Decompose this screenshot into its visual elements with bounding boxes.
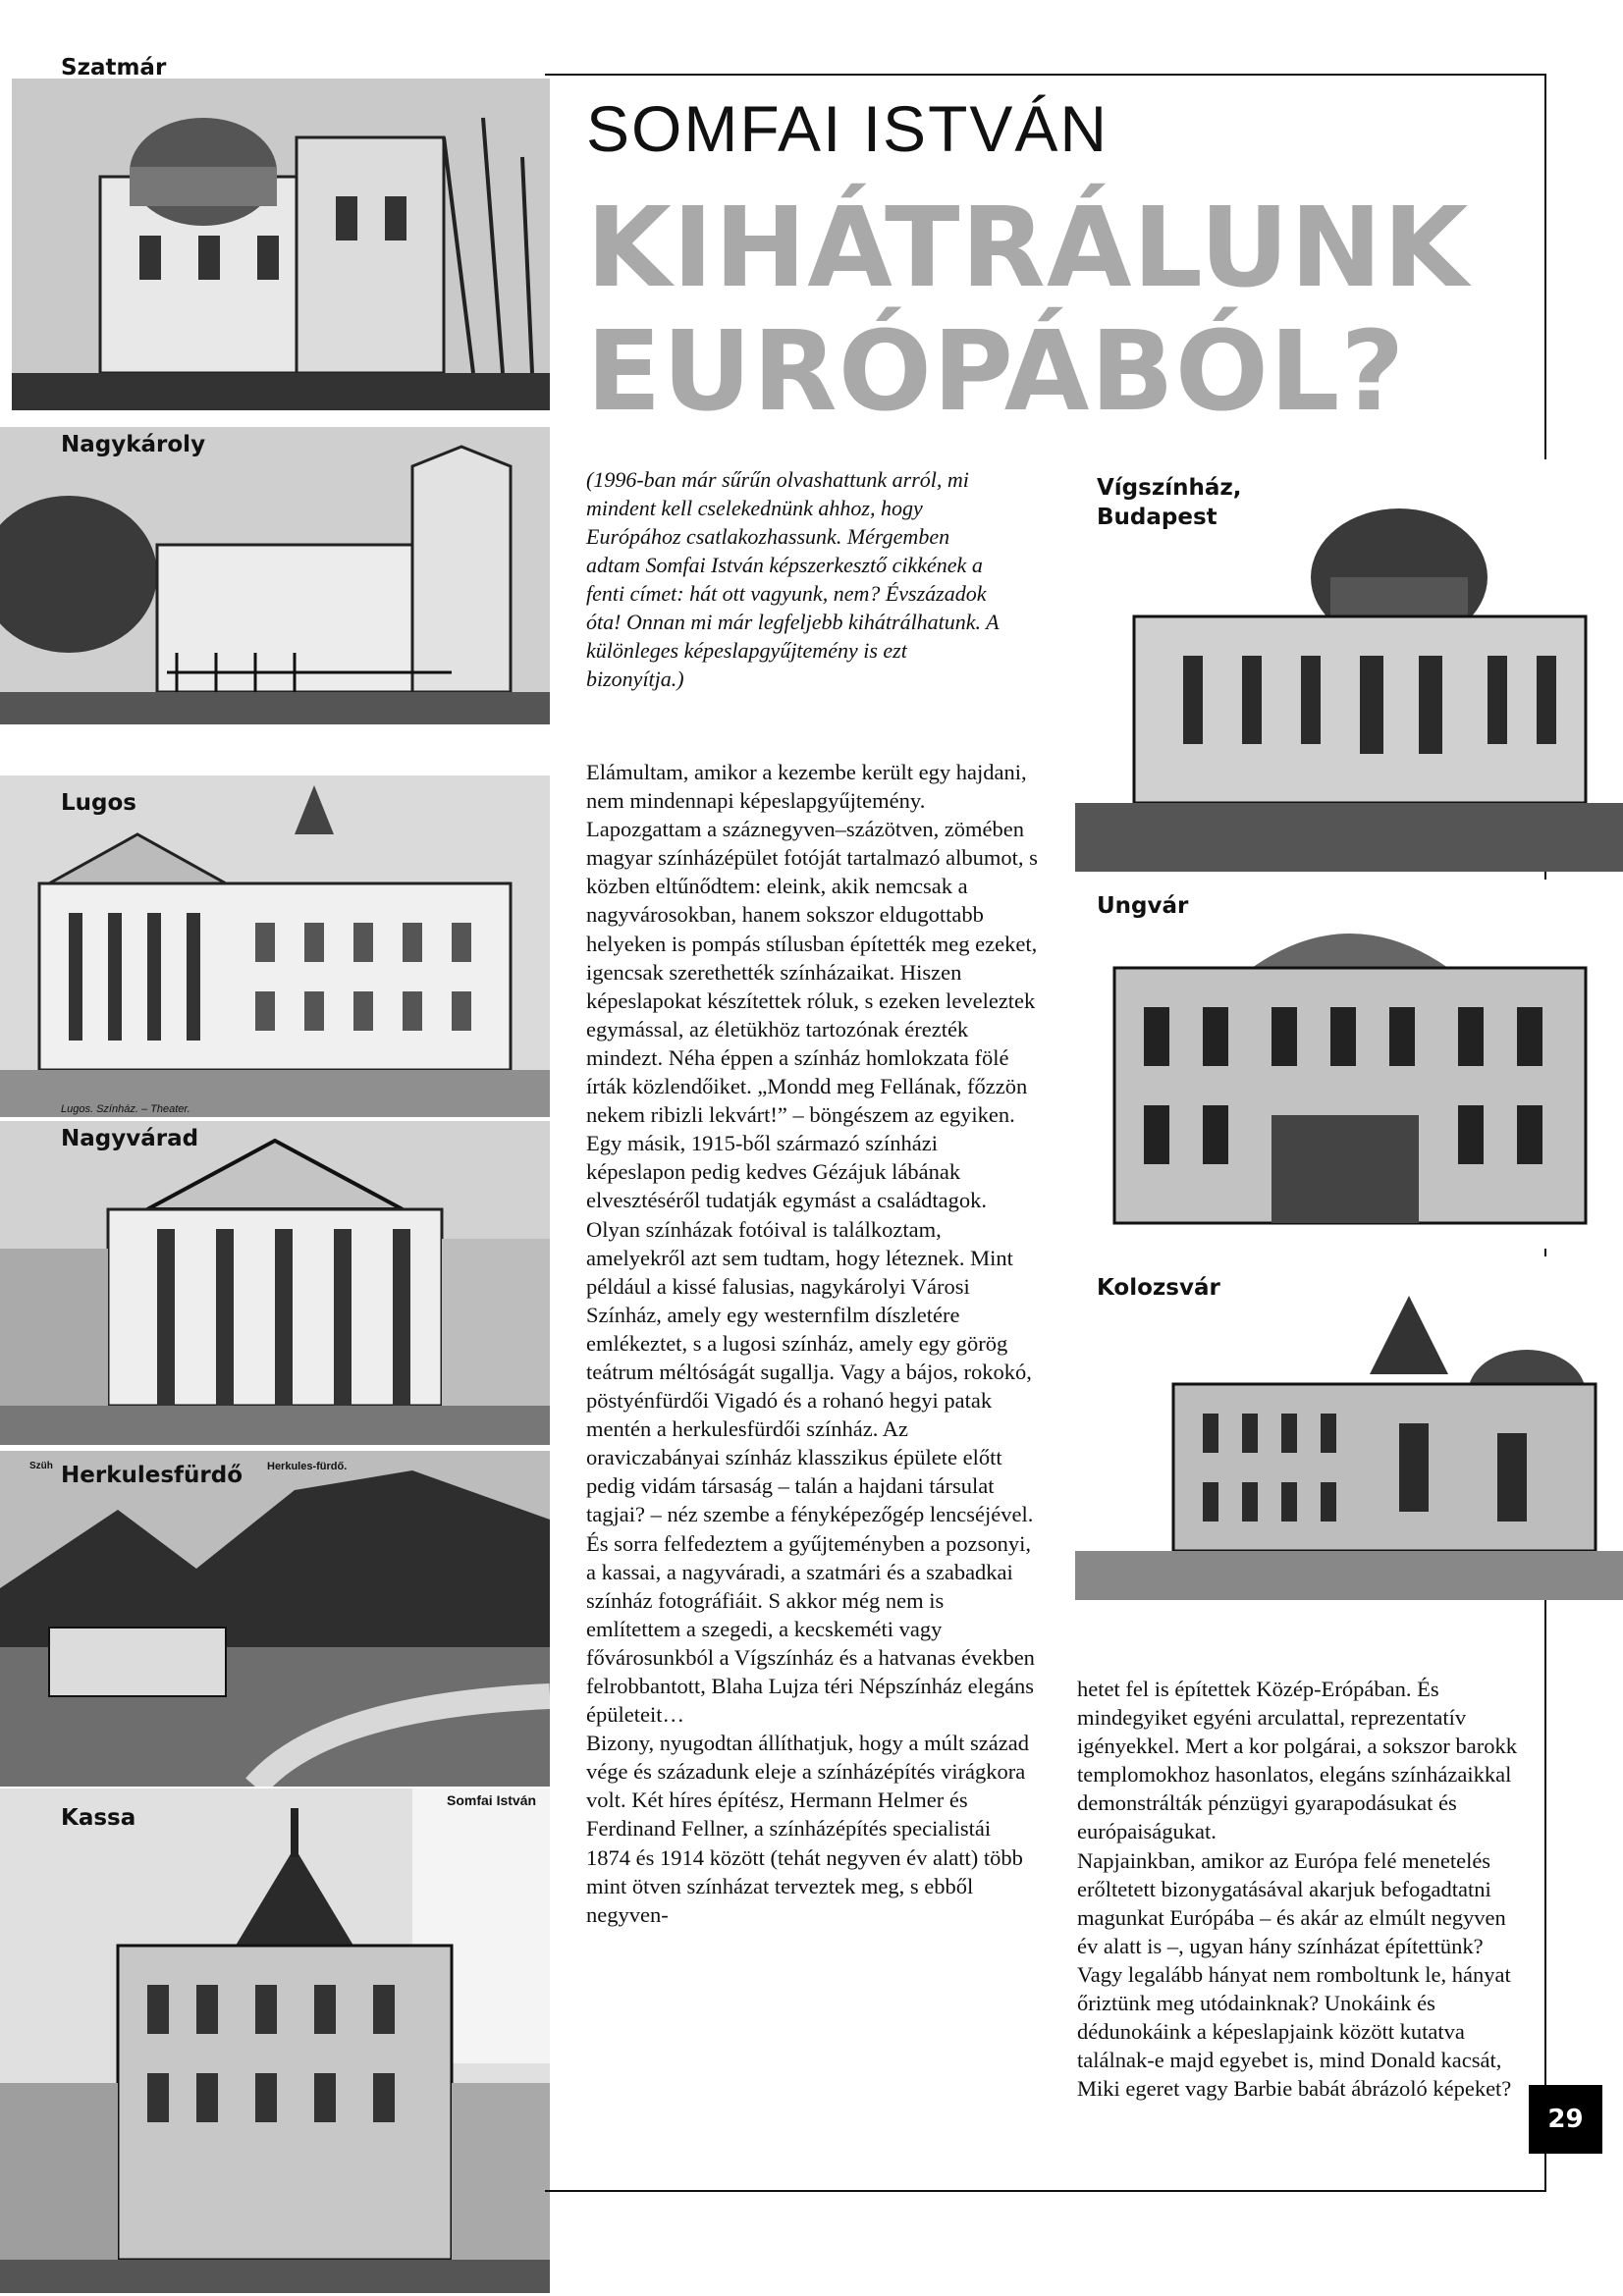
photo-credit: Somfai István	[447, 1792, 537, 1808]
caption-ungvar: Ungvár	[1097, 893, 1189, 919]
building-illustration	[12, 79, 550, 410]
building-illustration	[1075, 1256, 1623, 1600]
body-column-2: hetet fel is építettek Közép-Erópában. És mindegyiket egyéni arculattal, reprezentatív igényekkel. Mert a kor polgárai, a sokszor barokk templomokhoz hasonlatos, elegáns színházaikkal demonstrálták pénzügyi gyarapodásukat és európaiságukat. Napjainkban, amikor az Európa felé menetelés erőltetett bizonygatásával akarjuk befogadtatni magunkat Európába – és akár az elmúlt negyven év alatt is –, ugyan hány színházat építettünk? Vagy legalább hányat nem romboltunk le, hányat őriztünk meg utódainknak? Unokáink és dédunokáink a képeslapjaink között kutatva találnak-e majd egyebet is, mind Donald kacsát, Miki egeret vagy Barbie babát ábrázoló képeket?	[1077, 1677, 1517, 2102]
caption-herkulesfurdo: Herkulesfürdő	[61, 1463, 243, 1488]
title-line-1: KIHÁTRÁLUNK	[586, 185, 1470, 312]
lead-paragraph: (1996-ban már sűrűn olvashattunk arról, mi mindent kell cselekednünk ahhoz, hogy Európához csatlakozhassunk. Mérgemben adtam Somfai István képszerkesztő cikkének a fenti címet: hát ott vagyunk, nem? Évszázadok óta! Onnan mi már legfeljebb kihátrálhatunk. A különleges képeslapgyűjtemény is ezt bizonyítja.)	[586, 467, 1000, 691]
building-illustration	[1075, 880, 1623, 1249]
author-name: SOMFAI ISTVÁN	[586, 92, 1109, 165]
caption-lugos: Lugos	[61, 790, 136, 816]
caption-kassa: Kassa	[61, 1805, 136, 1831]
building-illustration	[0, 1121, 550, 1445]
caption-vigszinhaz	[1097, 473, 1242, 532]
photo-herkulesfurdo	[0, 1451, 550, 1787]
body-column-1: Elámultam, amikor a kezembe került egy hajdani, nem mindennapi képeslapgyűjtemény. Lapozgattam a száznegyven–százötven, zömében magyar színházépület fotóját tartalmazó albumot, s közben eltűnődtem: eleink, akik nemcsak a nagyvárosokban, hanem sokszor eldugottabb helyeken is pompás stílusban építették meg ezeket, igencsak szerethették színházaikat. Hiszen képeslapokat készítettek róluk, s ezeken leveleztek egymással, az életükhöz tartozónak érezték mindezt. Néha éppen a színház homlokzata fölé írták közlendőiket. „Mondd meg Fellának, főzzön nekem ribizli lekvárt!” – böngészem az egyiken. Egy másik, 1915-ből származó színházi képeslapon pedig kedves Gézájuk lábának elvesztéséről tudatják egymást a családtagok. Olyan színházak fotóival is találkoztam, amelyekről azt sem tudtam, hogy léteznek. Mint például a kissé falusias, nagykárolyi Városi Színház, amely egy westernfilm díszletére emlékeztet, s a lugosi színház, amely egy görög teátrum méltóságát sugallja. Vagy a bájos, rokokó, pöstyénfürdői Vigadó és a rohanó hegyi patak mentén a herkulesfürdői színház. Az oraviczabányai színház klasszikus épülete előtt pedig vidám társaság – talán a hajdani társulat tagjai? – néz szembe a fényképezőgép lencséjével. És sorra felfedeztem a gyűjteményben a pozsonyi, a kassai, a nagyváradi, a szatmári és a szabadkai színház fotográfiáit. S akkor még nem is említettem a szegedi, a kecskeméti vagy fővárosunkból a Vígszínház és a hatvanas években felrobbantott, Blaha Lujza téri Népszínház elegáns épületeit… Bizony, nyugodtan állíthatjuk, hogy a múlt század vége és századunk eleje a színházépítés virágkora volt. Két híres építész, Hermann Helmer és Ferdinand Fellner, a színházépítés specialistái 1874 és 1914 között (tehát negyven év alatt) több mint ötven színházat terveztek meg, s ebből negyven-	[586, 760, 1038, 1927]
photo-kolozsvar	[1075, 1256, 1623, 1600]
herkules-stamp-right: Herkules-fürdő.	[267, 1461, 348, 1472]
caption-vigszinhaz-line1: Vígszínház,	[1097, 475, 1242, 501]
page-number: 29	[1529, 2085, 1602, 2154]
lugos-stamp: Lugos. Színház. – Theater.	[61, 1103, 190, 1115]
herkules-stamp-left: Szüh	[29, 1461, 53, 1471]
article-title	[586, 187, 1469, 434]
caption-nagykaroly: Nagykároly	[61, 432, 206, 457]
photo-kassa	[0, 1789, 550, 2293]
photo-nagyvarad	[0, 1121, 550, 1445]
building-illustration	[0, 427, 550, 724]
landscape-illustration	[0, 1451, 550, 1787]
photo-nagykaroly	[0, 427, 550, 724]
building-illustration	[0, 1789, 550, 2293]
photo-ungvar	[1075, 880, 1623, 1249]
caption-kolozsvar: Kolozsvár	[1097, 1275, 1220, 1301]
photo-lugos	[0, 775, 550, 1117]
building-illustration	[0, 775, 550, 1117]
title-line-2: EURÓPÁBÓL?	[586, 308, 1406, 436]
caption-vigszinhaz-line2: Budapest	[1097, 505, 1217, 530]
caption-szatmar: Szatmár	[61, 55, 167, 80]
photo-szatmar	[12, 79, 550, 410]
caption-nagyvarad: Nagyvárad	[61, 1126, 199, 1151]
